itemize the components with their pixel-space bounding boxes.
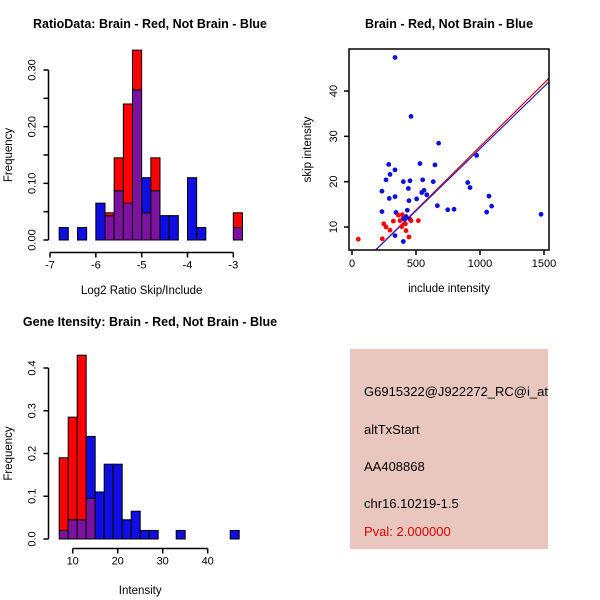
bar-red-segment <box>123 104 132 203</box>
panel-ratio-histogram <box>0 0 300 300</box>
y-axis-title: skip intensity <box>302 116 314 183</box>
data-point-red <box>388 228 393 233</box>
bar-blue-segment <box>113 464 122 539</box>
bar-red-segment <box>105 213 114 216</box>
y-tick-label: 40 <box>328 84 340 98</box>
bar-blue-segment <box>104 464 113 539</box>
data-point-blue <box>452 207 457 212</box>
y-tick-label: 0.30 <box>26 59 39 81</box>
x-axis <box>73 549 208 554</box>
bar-blue-segment <box>96 203 105 240</box>
x-tick-label: 1500 <box>531 258 557 270</box>
y-tick-label: 0.3 <box>26 403 39 419</box>
x-tick-label: -4 <box>182 259 193 272</box>
x-axis <box>50 253 233 258</box>
y-tick-label: 30 <box>328 130 340 143</box>
data-point-red <box>409 218 414 223</box>
data-point-blue <box>487 194 492 199</box>
bar-red-segment <box>233 213 242 228</box>
bar-overlap-segment <box>151 191 160 240</box>
panel-gene-info <box>300 300 600 600</box>
data-point-blue <box>424 192 429 197</box>
data-point-red <box>407 235 412 240</box>
bar-blue-segment <box>122 520 131 539</box>
gene-info-box <box>350 349 548 549</box>
pval-text: Pval: 2.000000 <box>364 524 451 539</box>
x-axis-title: Log2 Ratio Skip/Include <box>80 285 203 297</box>
bar-blue-segment <box>86 436 95 498</box>
bar-overlap-segment <box>77 520 86 539</box>
x-tick-label: 30 <box>156 555 169 568</box>
data-point-blue <box>445 207 450 212</box>
data-point-blue <box>380 209 385 214</box>
data-point-red <box>400 212 405 217</box>
data-point-blue <box>386 162 391 167</box>
bar-overlap-segment <box>114 191 123 240</box>
bar-blue-segment <box>77 228 86 240</box>
data-point-blue <box>489 204 494 209</box>
data-point-red <box>403 221 408 226</box>
plot-box <box>349 49 549 250</box>
data-point-red <box>404 228 409 233</box>
x-tick-label: 0 <box>348 258 356 270</box>
data-point-blue <box>393 55 398 60</box>
x-tick-label: 1000 <box>467 258 493 270</box>
x-tick-label: 10 <box>66 555 79 568</box>
data-point-blue <box>433 162 438 167</box>
bar-overlap-segment <box>123 203 132 240</box>
bar-blue-segment <box>95 492 104 539</box>
bar-overlap-segment <box>132 90 141 240</box>
bar-blue-segment <box>197 228 206 240</box>
y-tick-label: 0.10 <box>26 172 39 195</box>
data-point-blue <box>435 203 440 208</box>
data-point-blue <box>380 189 385 194</box>
ratio-histogram-chart <box>0 0 300 300</box>
chart-title: RatioData: Brain - Red, Not Brain - Blue <box>32 17 268 31</box>
accession-text: AA408868 <box>364 459 425 474</box>
data-point-red <box>398 218 403 223</box>
y-tick-label: 0.00 <box>26 229 39 251</box>
bar-blue-segment <box>169 216 178 240</box>
x-axis-title: include intensity <box>408 283 490 295</box>
bar-overlap-segment <box>68 520 77 539</box>
data-point-blue <box>387 196 392 201</box>
bar-red-segment <box>132 50 141 90</box>
y-tick-label: 10 <box>328 220 340 234</box>
bar-blue-segment <box>131 511 140 539</box>
bar-red-segment <box>151 158 160 191</box>
data-point-red <box>356 237 361 242</box>
data-point-blue <box>393 233 398 238</box>
bar-blue-segment <box>59 228 68 240</box>
bar-blue-segment <box>230 530 239 539</box>
data-point-red <box>380 236 385 241</box>
data-point-red <box>391 219 396 224</box>
bar-overlap-segment <box>142 213 151 240</box>
x-tick-label: -3 <box>228 259 239 272</box>
data-point-blue <box>388 172 393 177</box>
scatter-points <box>356 55 544 244</box>
data-point-blue <box>474 153 479 158</box>
gene-histogram-chart <box>0 300 300 600</box>
data-point-red <box>384 225 389 230</box>
y-axis-title: Frequency <box>3 127 15 183</box>
y-tick-label: 0.20 <box>26 115 39 138</box>
data-point-blue <box>393 167 398 172</box>
y-tick-label: 0.1 <box>26 488 39 504</box>
data-point-blue <box>436 141 441 146</box>
bar-blue-segment <box>142 178 151 213</box>
bar-blue-segment <box>176 530 185 539</box>
bar-blue-segment <box>160 216 169 240</box>
bar-overlap-segment <box>105 216 114 240</box>
y-tick-label: 0.2 <box>26 445 39 462</box>
bar-overlap-segment <box>86 498 95 539</box>
data-point-blue <box>405 208 410 213</box>
chart-title: Brain - Red, Not Brain - Blue <box>364 17 534 31</box>
bar-blue-segment <box>149 530 158 539</box>
data-point-blue <box>401 179 406 184</box>
data-point-blue <box>539 212 544 217</box>
y-axis-title: Frequency <box>3 426 15 481</box>
bar-red-segment <box>77 355 86 520</box>
y-tick-label: 0.0 <box>26 531 39 547</box>
probe-id-text: G6915322@J922272_RC@i_at <box>364 384 548 399</box>
y-tick-label: 20 <box>328 175 340 188</box>
data-point-blue <box>384 177 389 182</box>
bar-overlap-segment <box>59 530 68 539</box>
y-tick-label: 0.4 <box>26 360 39 376</box>
data-point-blue <box>431 179 436 184</box>
x-tick-label: 500 <box>406 258 426 270</box>
data-point-blue <box>408 178 413 183</box>
bar-red-segment <box>114 158 123 191</box>
panel-intensity-scatter <box>300 0 600 300</box>
histogram-bars <box>59 355 239 539</box>
x-tick-label: -6 <box>90 259 101 272</box>
data-point-blue <box>418 161 423 166</box>
chart-title: Gene Itensity: Brain - Red, Not Brain - Blue <box>22 315 278 329</box>
bar-blue-segment <box>140 530 149 539</box>
histogram-bars <box>59 50 242 240</box>
data-point-blue <box>409 114 414 119</box>
data-point-blue <box>484 210 489 215</box>
bar-blue-segment <box>187 178 196 240</box>
x-axis-title: Intensity <box>118 585 162 597</box>
y-axis <box>44 70 49 240</box>
data-point-blue <box>414 196 419 201</box>
x-tick-label: 20 <box>111 555 124 568</box>
data-point-blue <box>393 194 398 199</box>
x-tick-label: -5 <box>136 259 147 272</box>
event-type-text: altTxStart <box>364 422 420 437</box>
data-point-blue <box>465 180 470 185</box>
bar-red-segment <box>59 458 68 531</box>
data-point-blue <box>407 198 412 203</box>
data-point-blue <box>468 185 473 190</box>
bar-overlap-segment <box>233 228 242 240</box>
y-axis <box>44 368 49 539</box>
panel-gene-histogram <box>0 300 300 600</box>
data-point-blue <box>419 190 424 195</box>
locus-text: chr16.10219-1.5 <box>364 496 459 511</box>
intensity-scatter-chart <box>300 0 600 300</box>
x-tick-label: 40 <box>201 555 214 568</box>
data-point-blue <box>406 186 411 191</box>
data-point-red <box>416 218 421 223</box>
x-tick-label: -7 <box>45 259 55 272</box>
data-point-blue <box>401 239 406 244</box>
data-point-blue <box>420 177 425 182</box>
bar-red-segment <box>68 417 77 520</box>
